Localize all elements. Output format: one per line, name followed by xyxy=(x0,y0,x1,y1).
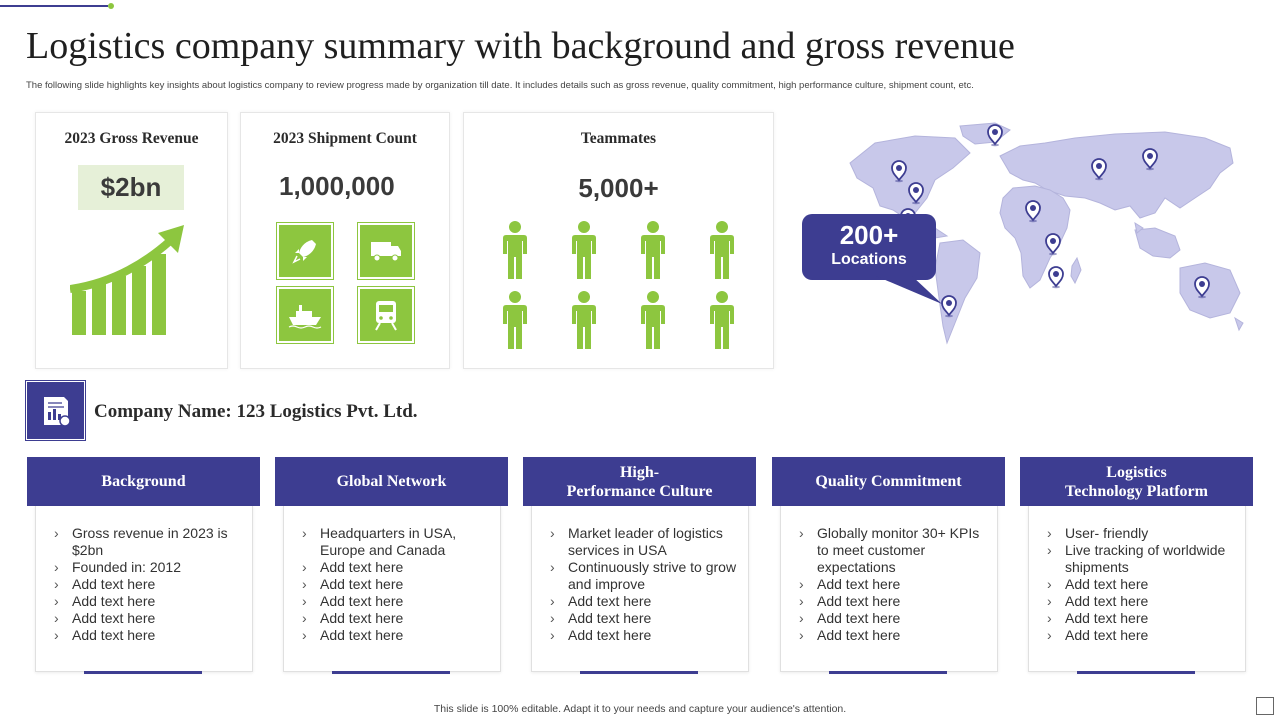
list-item: › Add text here xyxy=(54,610,242,627)
shipment-title: 2023 Shipment Count xyxy=(273,130,417,147)
list-item: › Continuously strive to grow and improve xyxy=(550,559,738,593)
column-heading: High- Performance Culture xyxy=(523,457,756,506)
top-accent-line xyxy=(0,5,108,7)
column-list xyxy=(532,506,748,644)
column-body xyxy=(283,506,501,672)
company-icon-box xyxy=(27,382,84,439)
column-heading: Logistics Technology Platform xyxy=(1020,457,1253,506)
list-item: › Add text here xyxy=(302,627,490,644)
list-item: › Add text here xyxy=(799,593,987,610)
list-item: › Add text here xyxy=(54,627,242,644)
train-icon xyxy=(372,299,400,331)
list-item: › Add text here xyxy=(1047,576,1235,593)
locations-bubble xyxy=(802,214,936,280)
list-item: › Add text here xyxy=(54,593,242,610)
list-item: › Add text here xyxy=(302,576,490,593)
person-icon xyxy=(709,291,735,356)
list-item: › Add text here xyxy=(1047,627,1235,644)
person-icon xyxy=(502,291,528,356)
list-item: › Headquarters in USA, Europe and Canada xyxy=(302,525,490,559)
location-pin-icon xyxy=(988,125,1002,146)
corner-box xyxy=(1256,697,1274,715)
list-item: › Add text here xyxy=(799,627,987,644)
column-underline xyxy=(1077,671,1195,674)
list-item: › Add text here xyxy=(799,576,987,593)
person-icon xyxy=(571,221,597,286)
person-icon xyxy=(640,221,666,286)
teammates-card xyxy=(463,112,774,369)
bubble-tail xyxy=(876,276,946,306)
column-underline xyxy=(829,671,947,674)
column-body xyxy=(531,506,749,672)
footer-note: This slide is 100% editable. Adapt it to your needs and capture your audience's attention. xyxy=(433,703,847,715)
truck-icon xyxy=(369,238,403,264)
document-chart-icon xyxy=(36,391,76,431)
column-heading: Global Network xyxy=(275,457,508,506)
rocket-icon xyxy=(290,236,320,266)
list-item: › Add text here xyxy=(302,559,490,576)
list-item: › Add text here xyxy=(1047,610,1235,627)
column-body xyxy=(35,506,253,672)
column-list xyxy=(36,506,252,644)
teammates-title: Teammates xyxy=(580,130,657,147)
locations-count: 200+ xyxy=(839,220,899,250)
column-underline xyxy=(332,671,450,674)
column-heading: Background xyxy=(27,457,260,506)
company-name: Company Name: 123 Logistics Pvt. Ltd. xyxy=(94,401,418,422)
shipment-card xyxy=(240,112,450,369)
truck-tile xyxy=(360,225,412,277)
revenue-title: 2023 Gross Revenue xyxy=(64,130,199,147)
page-title: Logistics company summary with background and gross revenue xyxy=(26,25,1015,67)
ship-icon xyxy=(287,301,323,329)
list-item: › Globally monitor 30+ KPIs to meet customer expectations xyxy=(799,525,987,576)
list-item: › Add text here xyxy=(302,610,490,627)
column-underline xyxy=(580,671,698,674)
growth-bar-chart-icon xyxy=(70,223,188,335)
location-pin-icon xyxy=(1049,267,1063,288)
column-body xyxy=(780,506,998,672)
person-icon xyxy=(709,221,735,286)
list-item: › Add text here xyxy=(799,610,987,627)
top-accent-dot xyxy=(108,3,114,9)
list-item: › Add text here xyxy=(550,610,738,627)
column-list xyxy=(781,506,997,644)
column-heading: Quality Commitment xyxy=(772,457,1005,506)
list-item: › Add text here xyxy=(302,593,490,610)
list-item: › User- friendly xyxy=(1047,525,1235,542)
column-underline xyxy=(84,671,202,674)
list-item: › Add text here xyxy=(550,593,738,610)
person-icon xyxy=(571,291,597,356)
list-item: › Market leader of logistics services in USA xyxy=(550,525,738,559)
column-body xyxy=(1028,506,1246,672)
list-item: › Gross revenue in 2023 is $2bn xyxy=(54,525,242,559)
person-icon xyxy=(640,291,666,356)
page-subtitle: The following slide highlights key insights about logistics company to review progress made by organization till date. It includes details such as gross revenue, quality commitment, high performance culture, shipment count, etc. xyxy=(26,80,974,91)
column-list xyxy=(284,506,500,644)
ship-tile xyxy=(279,289,331,341)
list-item: › Add text here xyxy=(550,627,738,644)
rocket-tile xyxy=(279,225,331,277)
list-item: › Add text here xyxy=(1047,593,1235,610)
train-tile xyxy=(360,289,412,341)
person-icon xyxy=(502,221,528,286)
shipment-value: 1,000,000 xyxy=(279,171,395,201)
column-list xyxy=(1029,506,1245,644)
teammates-value: 5,000+ xyxy=(578,173,659,203)
list-item: › Live tracking of worldwide shipments xyxy=(1047,542,1235,576)
list-item: › Founded in: 2012 xyxy=(54,559,242,576)
locations-label: Locations xyxy=(831,251,907,268)
list-item: › Add text here xyxy=(54,576,242,593)
revenue-card xyxy=(35,112,228,369)
revenue-value: $2bn xyxy=(78,165,184,210)
